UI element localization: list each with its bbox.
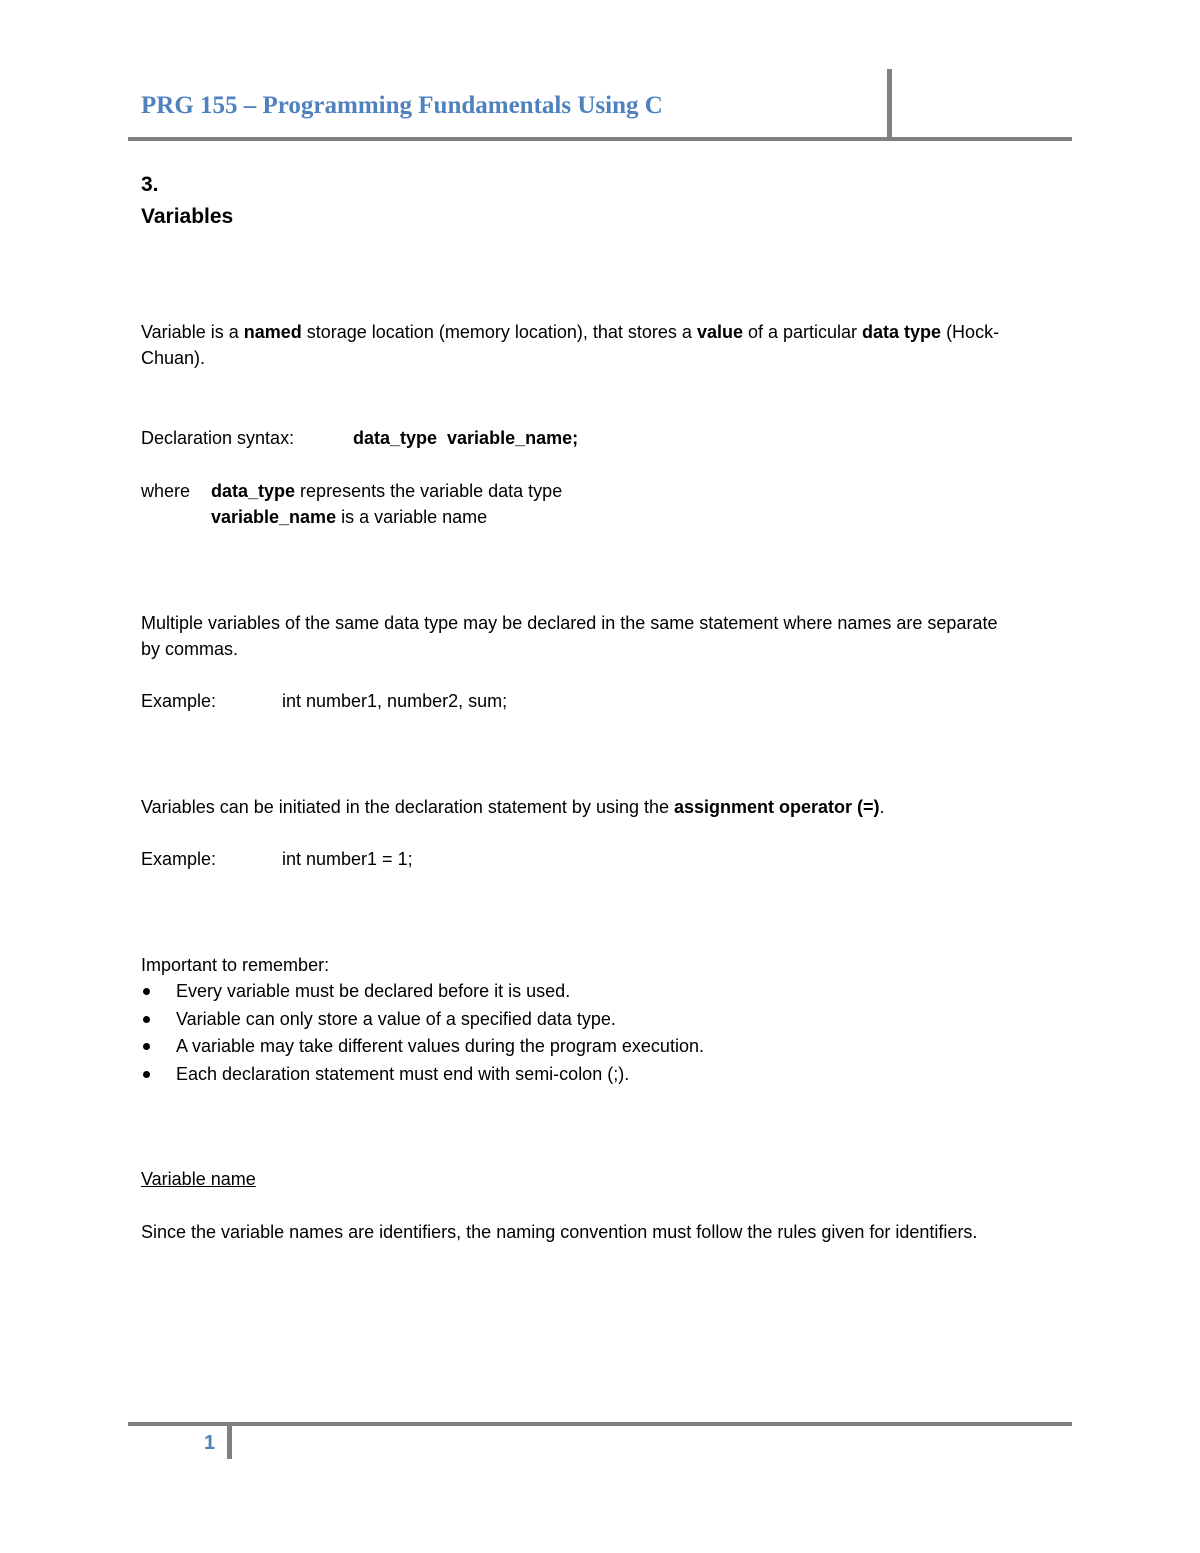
initialization-bold-operator: assignment operator (=) xyxy=(674,797,880,817)
definition-bold-value: value xyxy=(696,322,743,342)
list-item-text: Variable can only store a value of a specified data type. xyxy=(176,1008,616,1029)
initialization-text-1: Variables can be initiated in the declaration statement by using the xyxy=(141,797,674,817)
declaration-label: Declaration syntax: xyxy=(141,428,295,448)
list-item xyxy=(141,978,704,1006)
variable-name-heading: Variable name xyxy=(141,1169,256,1189)
footer-rule xyxy=(128,1422,1072,1426)
where-line-2-term: variable_name xyxy=(211,507,337,527)
where-line-1-desc: represents the variable data type xyxy=(295,481,563,501)
where-line-2-desc: is a variable name xyxy=(336,507,488,527)
header-title: PRG 155 – Programming Fundamentals Using C xyxy=(141,92,663,119)
multiple-paragraph: Multiple variables of the same data type may be declared in the same statement where names are separate by commas. xyxy=(141,613,998,659)
where-line-1 xyxy=(211,478,562,504)
list-item xyxy=(141,1033,704,1061)
definition-text-2: storage location (memory location), that stores a xyxy=(301,322,697,342)
where-line-1-term: data_type xyxy=(211,481,296,501)
variable-name-paragraph: Since the variable names are identifiers, the naming convention must follow the rules given for identifiers. xyxy=(141,1222,978,1242)
header-divider-vertical xyxy=(887,69,892,139)
page-number: 1 xyxy=(204,1432,216,1454)
list-item-text: Each declaration statement must end with semi-colon (;). xyxy=(176,1063,630,1084)
section-title: Variables xyxy=(141,205,234,228)
list-item xyxy=(141,1006,704,1034)
remember-list xyxy=(141,978,704,1088)
bullet-icon xyxy=(143,988,150,995)
where-line-2 xyxy=(211,504,487,530)
section-number: 3. xyxy=(141,173,159,196)
list-item xyxy=(141,1061,704,1089)
footer-divider-vertical xyxy=(227,1424,232,1459)
remember-heading: Important to remember: xyxy=(141,955,330,975)
definition-text-4: (Hock-Chuan). xyxy=(141,322,1000,368)
multiple-example-code: int number1, number2, sum; xyxy=(282,691,508,711)
definition-text-1: Variable is a xyxy=(141,322,244,342)
initialization-example-label: Example: xyxy=(141,849,217,869)
multiple-example-label: Example: xyxy=(141,691,217,711)
definition-text-3: of a particular xyxy=(742,322,863,342)
list-item-text: Every variable must be declared before it is used. xyxy=(176,981,571,1001)
definition-paragraph xyxy=(141,319,1031,371)
initialization-paragraph xyxy=(141,794,885,820)
where-label: where xyxy=(141,481,191,501)
bullet-icon xyxy=(143,1071,150,1078)
list-item-text: A variable may take different values during the program execution. xyxy=(176,1036,704,1056)
initialization-example-code: int number1 = 1; xyxy=(282,849,413,869)
definition-bold-data-type: data type xyxy=(862,322,942,342)
bullet-icon xyxy=(143,1043,150,1050)
bullet-icon xyxy=(143,1016,150,1023)
header-rule xyxy=(128,137,1072,141)
definition-bold-named: named xyxy=(243,322,302,342)
initialization-text-2: . xyxy=(879,797,885,817)
declaration-syntax: data_type variable_name; xyxy=(353,428,579,448)
